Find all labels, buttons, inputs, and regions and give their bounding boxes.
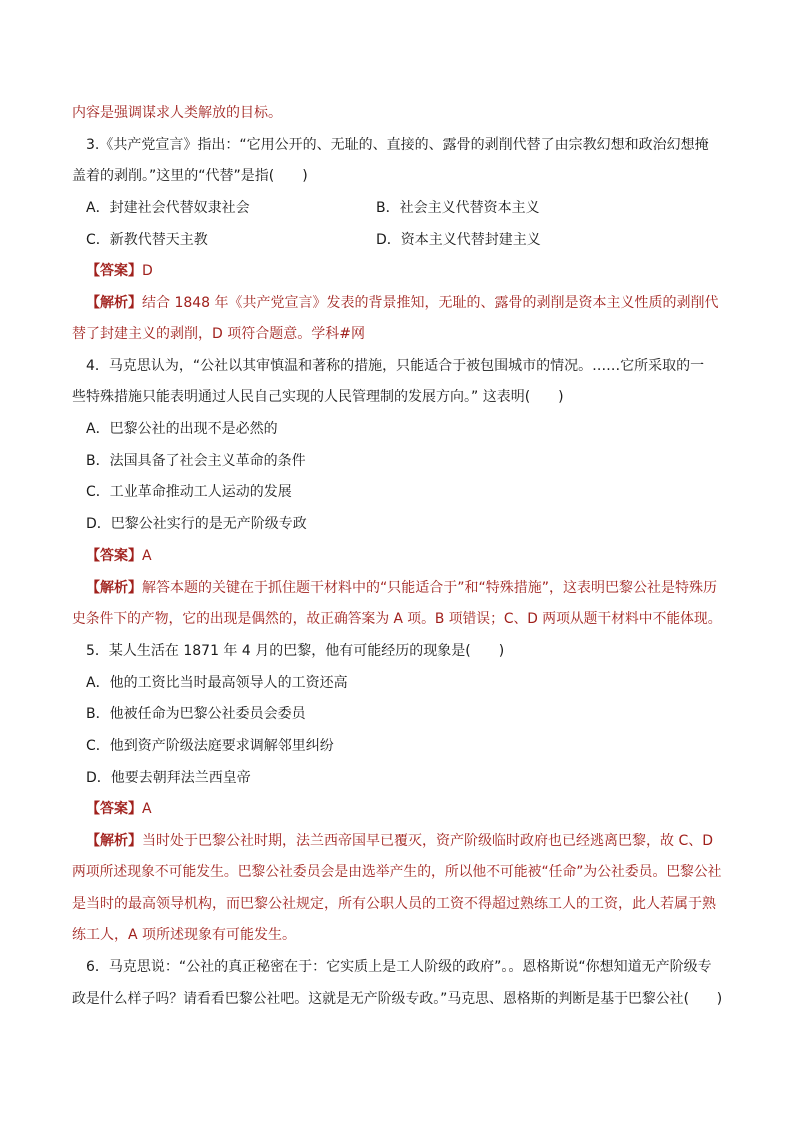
question-3-stem-line-2: 盖着的剥削。”这里的“代替”是指( ) xyxy=(72,168,308,184)
question-5-option-c: C．他到资产阶级法庭要求调解邻里纠纷 xyxy=(86,738,334,754)
question-4-option-c: C．工业革命推动工人运动的发展 xyxy=(86,484,292,500)
question-3-answer xyxy=(86,261,153,281)
analysis-label: 【解析】 xyxy=(86,580,142,596)
question-4-option-d: D．巴黎公社实行的是无产阶级专政 xyxy=(86,516,307,532)
answer-label: 【答案】 xyxy=(86,801,142,817)
question-5-analysis-line-2: 两项所述现象不可能发生。巴黎公社委员会是由选举产生的，所以他不可能被“任命”为公社委员。巴黎公社 xyxy=(72,864,722,880)
question-5-answer xyxy=(86,799,152,819)
answer-value: A xyxy=(142,801,152,817)
analysis-text: 当时处于巴黎公社时期，法兰西帝国早已覆灭，资产阶级临时政府也已经逃离巴黎，故 C、D xyxy=(142,833,714,849)
question-4-analysis-line-2: 史条件下的产物，它的出现是偶然的，故正确答案为 A 项。B 项错误；C、D 两项从题干材料中不能体现。 xyxy=(72,611,722,627)
question-3-analysis-line-1 xyxy=(86,293,719,313)
question-3-option-d: D．资本主义代替封建主义 xyxy=(376,232,541,248)
answer-value: A xyxy=(142,548,152,564)
question-6-stem-line-1: 6．马克思说：“公社的真正秘密在于：它实质上是工人阶级的政府”。。恩格斯说“你想知道无产阶级专 xyxy=(86,959,712,975)
previous-analysis-tail: 内容是强调谋求人类解放的目标。 xyxy=(72,105,282,121)
answer-label: 【答案】 xyxy=(86,263,142,279)
question-6-stem-line-2: 政是什么样子吗？请看看巴黎公社吧。这就是无产阶级专政。”马克思、恩格斯的判断是基于巴黎公社( ) xyxy=(72,991,723,1007)
analysis-label: 【解析】 xyxy=(86,833,142,849)
analysis-text: 结合 1848 年《共产党宣言》发表的背景推知，无耻的、露骨的剥削是资本主义性质的剥削代 xyxy=(142,295,719,311)
answer-value: D xyxy=(142,263,153,279)
question-4-answer xyxy=(86,546,152,566)
question-5-option-d: D．他要去朝拜法兰西皇帝 xyxy=(86,770,251,786)
question-5-stem-line-1: 5．某人生活在 1871 年 4 月的巴黎，他有可能经历的现象是( ) xyxy=(86,643,505,659)
question-3-option-a: A．封建社会代替奴隶社会 xyxy=(86,200,250,216)
question-5-option-a: A．他的工资比当时最高领导人的工资还高 xyxy=(86,675,348,691)
analysis-label: 【解析】 xyxy=(86,295,142,311)
question-5-analysis-line-3: 是当时的最高领导机构，而巴黎公社规定，所有公职人员的工资不得超过熟练工人的工资，此人若属于熟 xyxy=(72,896,716,912)
question-4-analysis-line-1 xyxy=(86,578,717,598)
analysis-text: 解答本题的关键在于抓住题干材料中的“只能适合于”和“特殊措施”，这表明巴黎公社是特殊历 xyxy=(142,580,718,596)
question-5-analysis-line-4: 练工人，A 项所述现象有可能发生。 xyxy=(72,927,297,943)
question-5-option-b: B．他被任命为巴黎公社委员会委员 xyxy=(86,706,306,722)
question-4-stem-line-1: 4．马克思认为，“公社以其审慎温和著称的措施，只能适合于被包围城市的情况。……它所采取的一 xyxy=(86,358,705,374)
question-3-stem-line-1: 3.《共产党宣言》指出：“它用公开的、无耻的、直接的、露骨的剥削代替了由宗教幻想和政治幻想掩 xyxy=(86,137,709,153)
question-3-analysis-line-2: 替了封建主义的剥削，D 项符合题意。学科#网 xyxy=(72,326,365,342)
question-4-option-b: B．法国具备了社会主义革命的条件 xyxy=(86,453,306,469)
question-4-option-a: A．巴黎公社的出现不是必然的 xyxy=(86,421,278,437)
answer-label: 【答案】 xyxy=(86,548,142,564)
question-3-option-b: B．社会主义代替资本主义 xyxy=(376,200,540,216)
question-5-analysis-line-1 xyxy=(86,831,713,851)
question-4-stem-line-2: 些特殊措施只能表明通过人民自己实现的人民管理制的发展方向。” 这表明( ) xyxy=(72,389,564,405)
question-3-option-c: C．新教代替天主教 xyxy=(86,232,208,248)
